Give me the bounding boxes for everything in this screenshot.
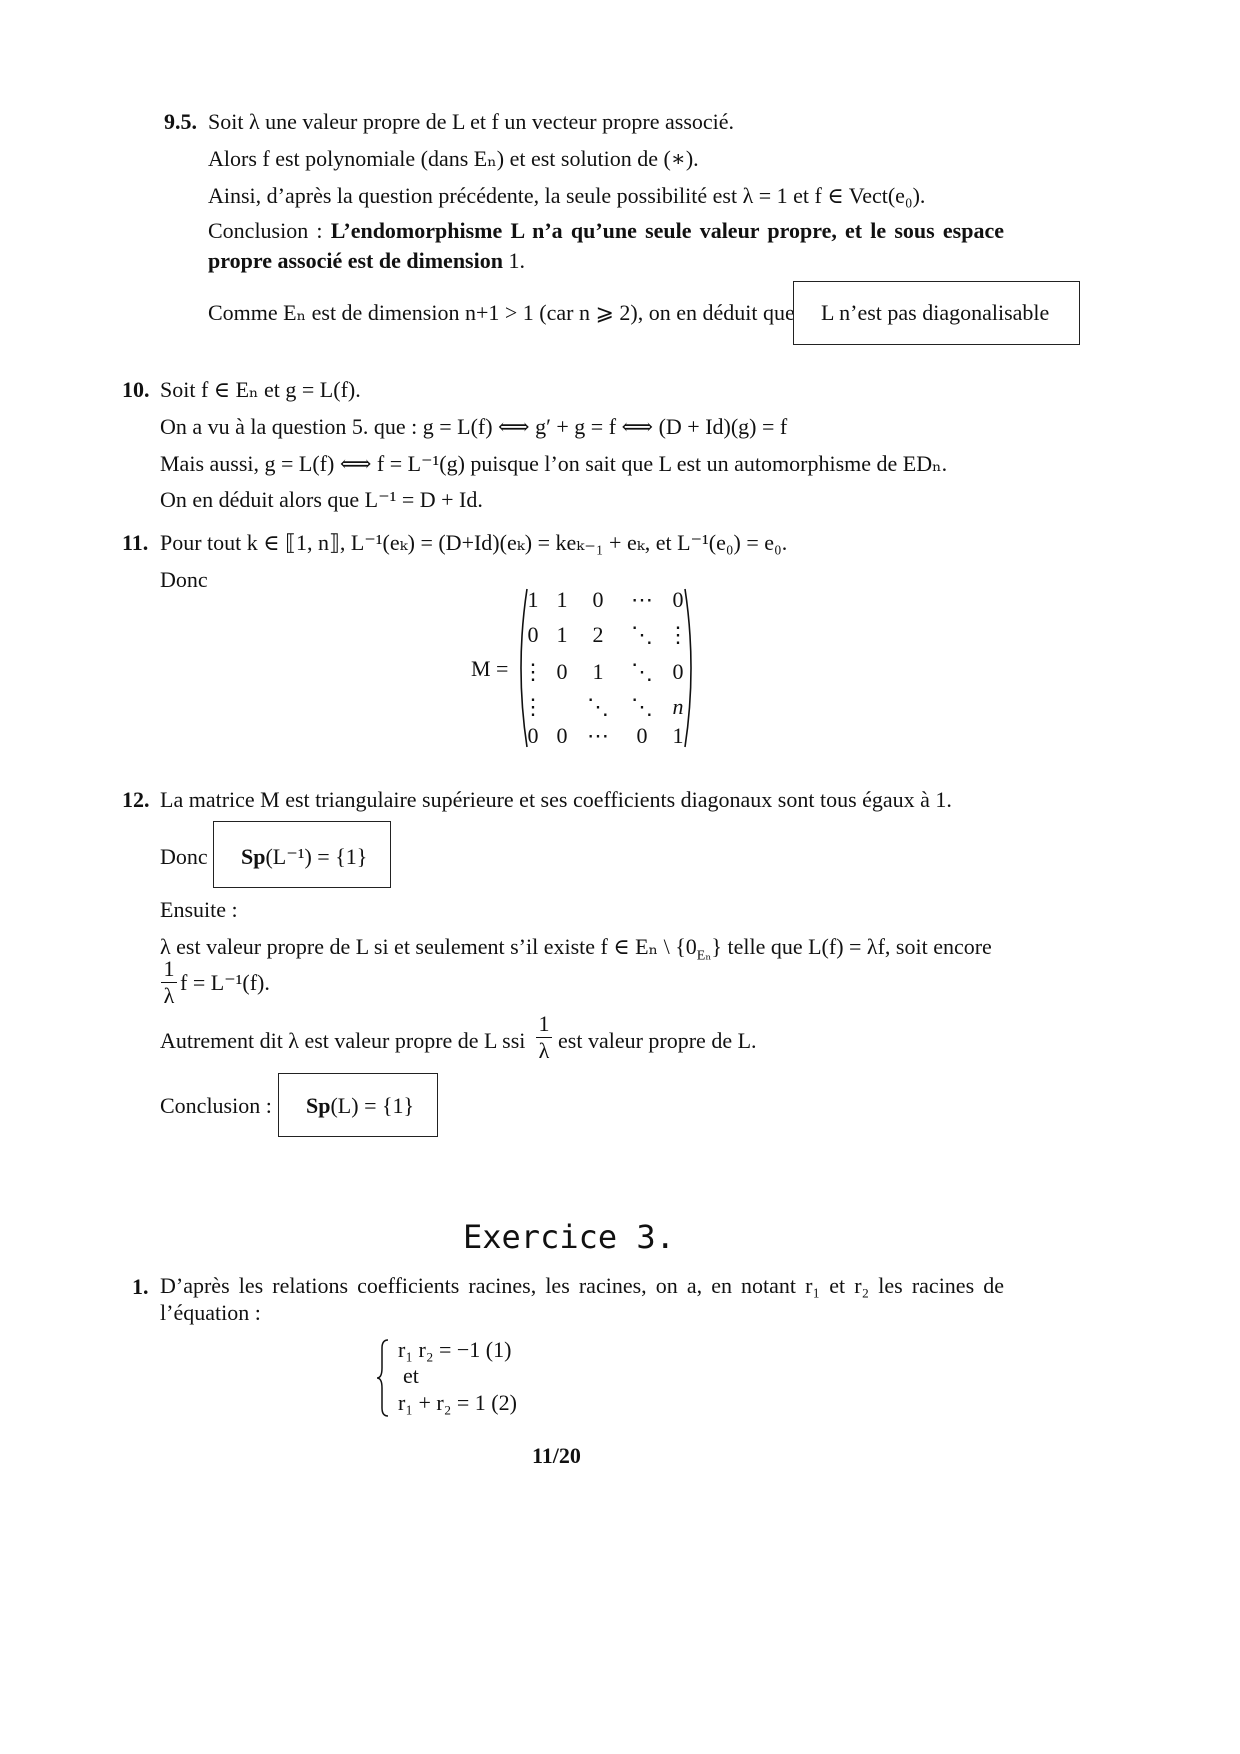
q95-line-5: Comme Eₙ est de dimension n+1 > 1 (car n ⩾ 2), on en déduit que (208, 300, 795, 325)
matrix-cell: 1 (556, 622, 568, 647)
page-number: 11/20 (532, 1443, 581, 1468)
q12-line-1: La matrice M est triangulaire supérieure et ses coefficients diagonaux sont tous égaux à 1. (160, 787, 952, 812)
system-line-1: r₁ r₂ = −1 (1) (398, 1337, 512, 1362)
ex3-q1-text: D’après les relations coefficients racines, les racines, on a, en notant r₁ et r₂ les racines de l’équation : (160, 1273, 1004, 1325)
q12-donc: Donc (160, 844, 208, 869)
q95-conclusion (208, 216, 1004, 276)
system-line-3: r₁ + r₂ = 1 (2) (398, 1390, 517, 1415)
matrix-cell: ⋱ (587, 694, 609, 719)
fraction-numerator: 1 (538, 1011, 550, 1036)
q95-conclusion-tail: 1. (502, 248, 525, 273)
question-number-11: 11. (122, 530, 149, 555)
q95-conclusion-bold: L’endomorphisme L n’a qu’une seule valeur propre, et le sous espace propre associé est de dimension (208, 218, 1004, 273)
matrix-cell: 1 (672, 723, 684, 748)
sp-argument: (L) = {1} (330, 1093, 415, 1118)
q12-autrement-end: est valeur propre de L. (558, 1028, 757, 1053)
matrix-cell: 1 (592, 659, 604, 684)
system-line-2: et (403, 1363, 419, 1388)
matrix-cell: 0 (672, 659, 684, 684)
matrix-cell: n (672, 694, 684, 719)
matrix-cell: ⋯ (587, 723, 609, 748)
matrix-cell: 0 (527, 622, 539, 647)
q10-line-2: On a vu à la question 5. que : g = L(f) ⟺ g′ + g = f ⟺ (D + Id)(g) = f (160, 414, 788, 439)
q10-line-4: On en déduit alors que L⁻¹ = D + Id. (160, 487, 483, 512)
q95-line-1: Soit λ une valeur propre de L et f un vecteur propre associé. (208, 109, 735, 134)
q10-line-1: Soit f ∈ Eₙ et g = L(f). (160, 377, 361, 402)
q11-line-1: Pour tout k ∈ ⟦1, n⟧, L⁻¹(eₖ) = (D+Id)(eₖ) = keₖ₋₁ + eₖ, et L⁻¹(e₀) = e₀. (160, 530, 788, 555)
matrix-label: M = (471, 656, 509, 681)
system-brace (374, 1338, 394, 1418)
matrix-cell: ⋮ (667, 622, 689, 647)
matrix-cell: ⋯ (631, 587, 653, 612)
q11-line-2: Donc (160, 567, 208, 592)
matrix-cell: 0 (556, 659, 568, 684)
question-number-1: 1. (132, 1274, 149, 1299)
matrix-cell: 2 (592, 622, 604, 647)
fraction-denominator: λ (538, 1038, 550, 1063)
matrix-cell: ⋮ (522, 694, 544, 719)
question-number-10: 10. (122, 377, 150, 402)
matrix-cell: 0 (527, 723, 539, 748)
exercise-heading: Exercice 3. (463, 1218, 675, 1256)
matrix-cell: 0 (592, 587, 604, 612)
q10-line-3: Mais aussi, g = L(f) ⟺ f = L⁻¹(g) puisque l’on sait que L est un automorphisme de EDₙ. (160, 451, 948, 476)
q12-eigen-end: } telle que L(f) = λf, soit encore (711, 934, 992, 959)
matrix-cell: 0 (556, 723, 568, 748)
matrix-cell: 1 (527, 587, 539, 612)
sp-operator: Sp (306, 1093, 331, 1118)
q12-fraction-tail: f = L⁻¹(f). (180, 970, 270, 995)
q95-answer-text: L n’est pas diagonalisable (821, 300, 1050, 325)
matrix-cell: 0 (636, 723, 648, 748)
q12-answer-text-1 (241, 843, 367, 871)
q12-answer-text-2 (306, 1092, 414, 1120)
q95-line-2: Alors f est polynomiale (dans Eₙ) et est solution de (∗). (208, 146, 699, 171)
matrix-cell: ⋱ (631, 694, 653, 719)
question-number-12: 12. (122, 787, 150, 812)
q12-eigen-sub: Eₙ (696, 948, 712, 964)
fraction-denominator: λ (163, 983, 175, 1008)
matrix-cell: ⋱ (631, 622, 653, 647)
matrix-cell: 1 (556, 587, 568, 612)
question-number-9-5: 9.5. (164, 109, 197, 134)
q12-eigen-line (160, 933, 992, 970)
q95-conclusion-label: Conclusion : (208, 218, 331, 243)
matrix-cell: ⋱ (631, 659, 653, 684)
q12-autrement-start: Autrement dit λ est valeur propre de L ssi (160, 1028, 526, 1053)
q12-ensuite: Ensuite : (160, 897, 238, 922)
fraction-numerator: 1 (163, 956, 175, 981)
q95-line-3: Ainsi, d’après la question précédente, la seule possibilité est λ = 1 et f ∈ Vect(e₀). (208, 183, 926, 208)
q12-conclusion-label: Conclusion : (160, 1093, 272, 1118)
sp-operator: Sp (241, 844, 266, 869)
matrix-cell: 0 (672, 587, 684, 612)
q12-eigen-start: λ est valeur propre de L si et seulement s’il existe f ∈ Eₙ \ {0 (160, 934, 697, 959)
matrix-cell: ⋮ (522, 659, 544, 684)
sp-argument: (L⁻¹) = {1} (265, 844, 368, 869)
